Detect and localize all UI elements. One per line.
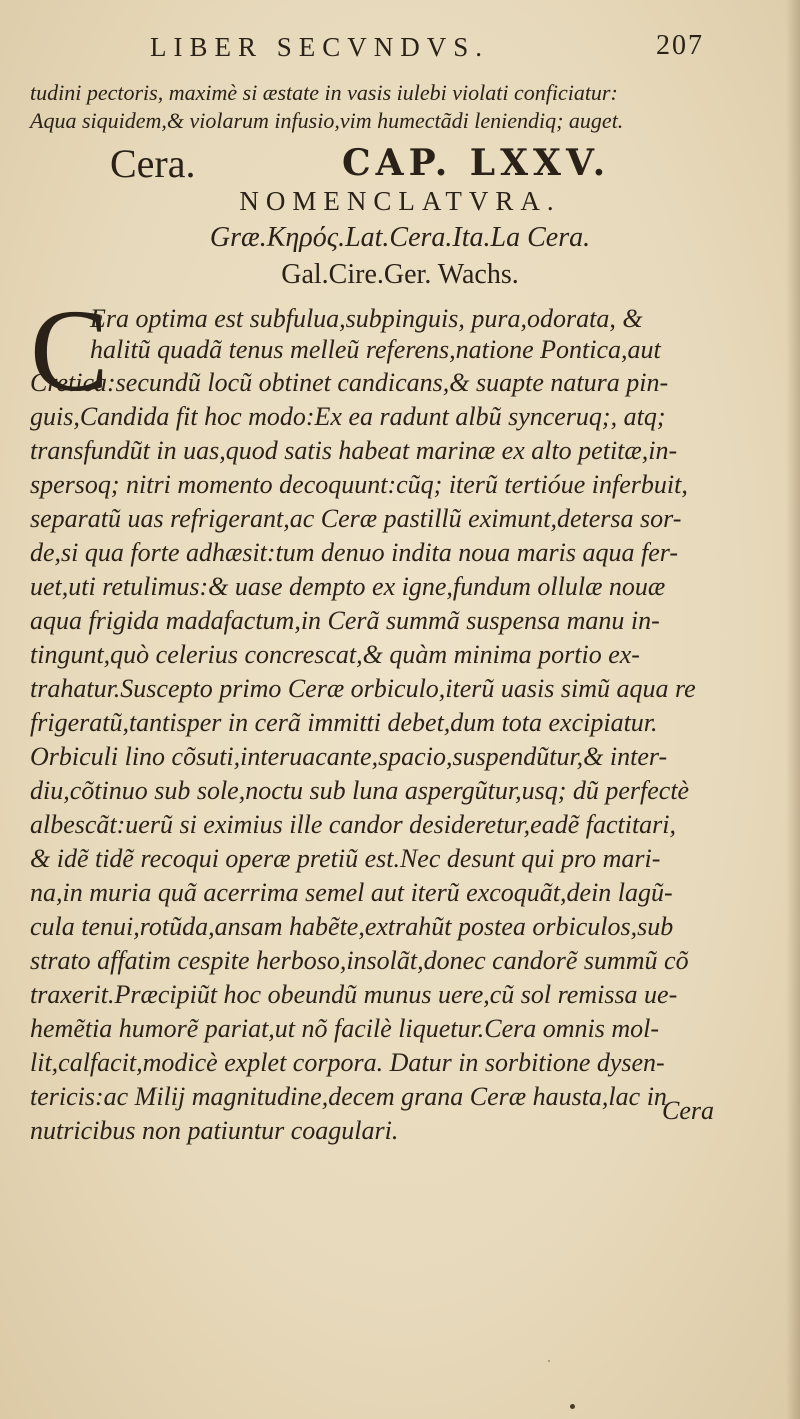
body-line: strato affatim cespite herboso,insolãt,donec candorẽ summũ cõ <box>30 946 689 975</box>
body-line: nutricibus non patiuntur coagulari. <box>30 1116 399 1145</box>
body-line: Orbiculi lino cõsuti,interuacante,spacio,suspendũtur,& inter- <box>30 742 668 771</box>
body-line: separatũ uas refrigerant,ac Ceræ pastillũ eximunt,detersa sor- <box>30 504 682 533</box>
nomenclature-line-2: Gal.Cire.Ger. Wachs. <box>281 259 519 290</box>
body-line: na,in muria quã acerrima semel aut iterũ excoquãt,dein lagũ- <box>30 878 673 907</box>
body-line: uet,uti retulimus:& uase dempto ex igne,fundum ollulæ nouæ <box>30 572 666 601</box>
body-line: halitũ quadã tenus melleũ referens,natione Pontica,aut <box>90 335 661 364</box>
body-line: guis,Candida fit hoc modo:Ex ea radunt albũ synceruq;, atq; <box>30 402 666 431</box>
body-line: traxerit.Præcipiũt hoc obeundũ munus uere,cũ sol remissa ue- <box>30 980 678 1009</box>
chapter-title: Cera. <box>110 141 196 186</box>
intro-line-2: Aqua siquidem,& violarum infusio,vim humectãdi leniendiq; auget. <box>30 108 624 133</box>
running-title: LIBER SECVNDVS. <box>150 32 490 62</box>
body-line: & idẽ tidẽ recoqui operæ pretiũ est.Nec desunt qui pro mari- <box>30 844 661 873</box>
body-line: albescãt:uerũ si eximius ille candor desideretur,eadẽ factitari, <box>30 810 677 839</box>
body-line: hemẽtia humorẽ pariat,ut nõ facilè liquetur.Cera omnis mol- <box>30 1014 660 1043</box>
catchword: Cera <box>662 1096 714 1125</box>
body-line: tericis:ac Milij magnitudine,decem grana Ceræ hausta,lac in <box>30 1082 667 1111</box>
page-number: 207 <box>656 30 704 61</box>
body-line: frigeratũ,tantisper in cerã immitti debet,dum tota excipiatur. <box>30 708 658 737</box>
body-line: tingunt,quò celerius concrescat,& quàm minima portio ex- <box>30 640 640 669</box>
nomenclature-heading: NOMENCLATVRA. <box>239 186 561 216</box>
chapter-number: CAP. LXXV. <box>342 142 611 184</box>
body-line: aqua frigida madafactum,in Cerã summã suspensa manu in- <box>30 606 660 635</box>
body-line: cula tenui,rotũda,ansam habẽte,extrahũt postea orbiculos,sub <box>30 912 674 941</box>
intro-line-1: tudini pectoris, maximè si æstate in vasis iulebi violati conficiatur: <box>30 80 618 105</box>
ink-speck <box>570 1404 575 1409</box>
page-header <box>150 28 710 72</box>
body-line: lit,calfacit,modicè explet corpora. Datur in sorbitione dysen- <box>30 1048 665 1077</box>
body-line: de,si qua forte adhæsit:tum denuo indita noua maris aqua fer- <box>30 538 679 567</box>
body-line: diu,cõtinuo sub sole,noctu sub luna aspergũtur,usq; dũ perfectè <box>30 776 690 805</box>
chapter-heading <box>110 140 710 190</box>
body-line: spersoq; nitri momento decoquunt:cũq; iterũ tertióue inferbuit, <box>30 470 688 499</box>
nomenclature-line-1: Græ.Κηρός.Lat.Cera.Ita.La Cera. <box>209 222 591 253</box>
body-line: Cretica:secundũ locũ obtinet candicans,& suapte natura pin- <box>30 368 669 397</box>
body-line: trahatur.Suscepto primo Ceræ orbiculo,iterũ uasis simũ aqua re <box>30 674 696 703</box>
drop-cap: C <box>30 285 109 416</box>
body-line: transfundũt in uas,quod satis habeat marinæ ex alto petitæ,in- <box>30 436 678 465</box>
ink-speck <box>548 1360 550 1362</box>
body-line: Era optima est subfulua,subpinguis, pura,odorata, & <box>90 304 643 333</box>
